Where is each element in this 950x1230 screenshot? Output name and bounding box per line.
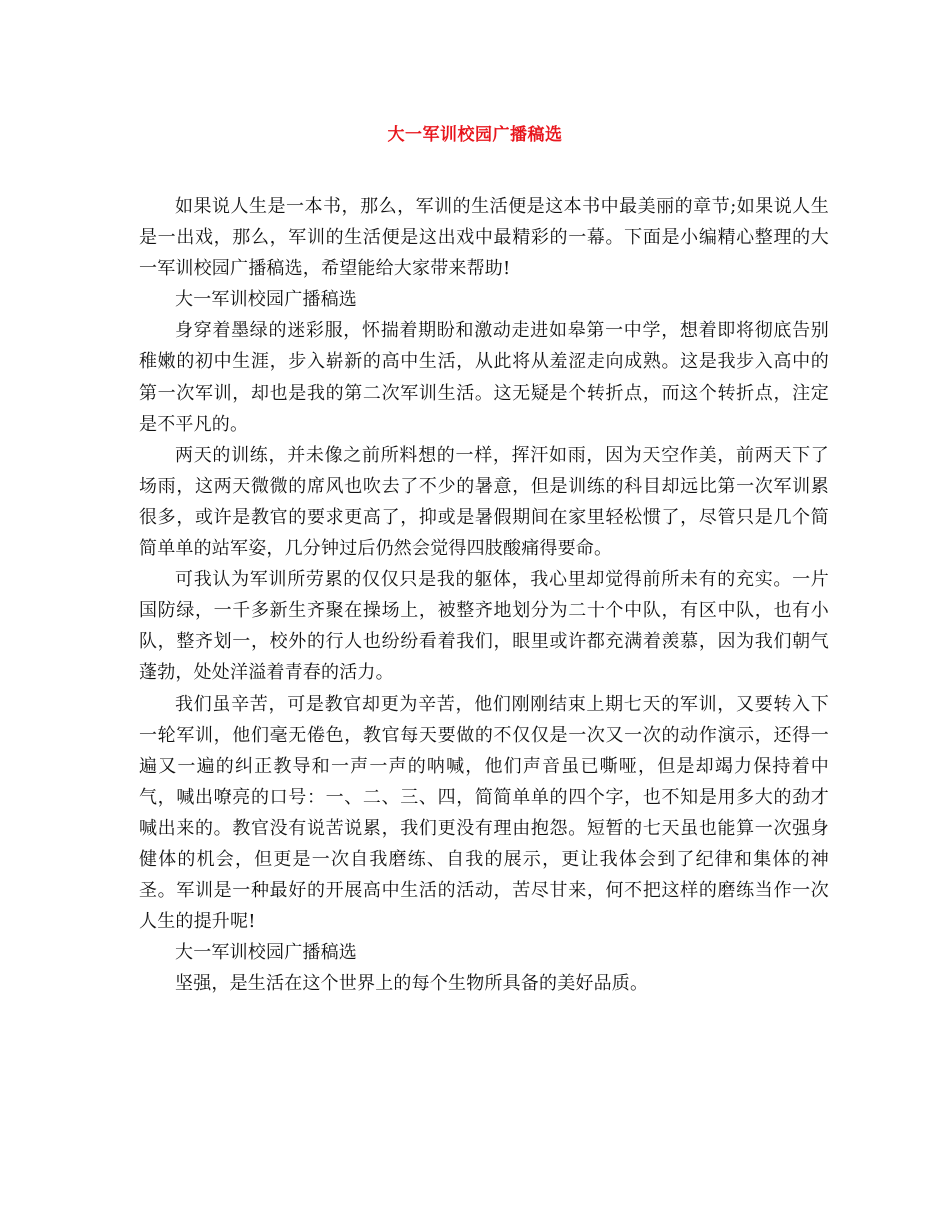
document-body (139, 191, 829, 999)
paragraph: 坚强，是生活在这个世界上的每个生物所具备的美好品质。 (175, 973, 649, 995)
paragraph: 可我认为军训所劳累的仅仅只是我的躯体，我心里却觉得前所未有的充实。一片国防绿，一千多新生齐聚在操场上，被整齐地划分为二十个中队，有区中队，也有小队，整齐划一，校外的行人也纷纷看着我们，眼里或许都充满着羡慕，因为我们朝气蓬勃，处处洋溢着青春的活力。 (139, 569, 829, 684)
paragraph: 我们虽辛苦，可是教官却更为辛苦，他们刚刚结束上期七天的军训，又要转入下一轮军训，他们毫无倦色，教官每天要做的不仅仅是一次又一次的动作演示，还得一遍又一遍的纠正教导和一声一声的呐喊，他们声音虽已嘶哑，但是却竭力保持着中气，喊出嘹亮的口号：一、二、三、四，简简单单的四个字，也不知是用多大的劲才喊出来的。教官没有说苦说累，我们更没有理由抱怨。短暂的七天虽也能算一次强身健体的机会，但更是一次自我磨练、自我的展示，更让我体会到了纪律和集体的神圣。军训是一种最好的开展高中生活的活动，苦尽甘来，何不把这样的磨练当作一次人生的提升呢! (139, 693, 829, 933)
paragraph-intro: 如果说人生是一本书，那么，军训的生活便是这本书中最美丽的章节;如果说人生是一出戏，那么，军训的生活便是这出戏中最精彩的一幕。下面是小编精心整理的大一军训校园广播稿选，希望能给大家带来帮助! (139, 196, 829, 280)
paragraph: 两天的训练，并未像之前所料想的一样，挥汗如雨，因为天空作美，前两天下了场雨，这两天微微的席风也吹去了不少的暑意，但是训练的科目却远比第一次军训累很多，或许是教官的要求更高了，抑或是暑假期间在家里轻松惯了，尽管只是几个简简单单的站军姿，几分钟过后仍然会觉得四肢酸痛得要命。 (139, 444, 829, 560)
document-title: 大一军训校园广播稿选 (387, 125, 563, 145)
section-heading: 大一军训校园广播稿选 (175, 289, 357, 311)
paragraph: 身穿着墨绿的迷彩服，怀揣着期盼和激动走进如皋第一中学，想着即将彻底告别稚嫩的初中生涯，步入崭新的高中生活，从此将从羞涩走向成熟。这是我步入高中的第一次军训，却也是我的第二次军训生活。这无疑是个转折点，而这个转折点，注定是不平凡的。 (139, 320, 829, 435)
section-heading: 大一军训校园广播稿选 (175, 942, 357, 964)
